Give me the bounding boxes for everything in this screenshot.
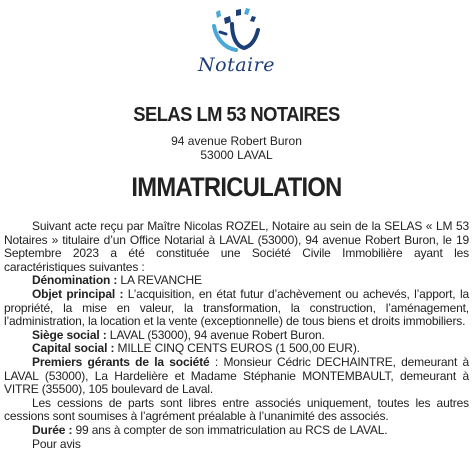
field-gerants: [4, 356, 469, 397]
notice-heading: IMMATRICULATION: [131, 172, 342, 202]
field-value: 99 ans à compter de son immatriculation au RCS de LAVAL.: [72, 422, 388, 437]
field-capital: [4, 342, 469, 356]
field-value: : Monsieur Cédric DECHAINTRE, demeurant à LAVAL (53000), La Hardelière et Madame Stéphanie MONTEMBAULT, demeurant à VITRE (35500), 105 boulevard de Laval.: [4, 354, 470, 397]
field-objet: [4, 288, 469, 329]
notaire-emblem-icon: [206, 6, 266, 56]
field-value: L’acquisition, en état futur d’achèvement ou achevés, l’apport, la propriété, la mise en valeur, la transformation, la construction, l’aménagement, l’administration, la location et la vente (exceptionnelle) de tous biens et droits immobiliers.: [4, 286, 469, 329]
notaire-logo: [0, 0, 473, 92]
field-label: Capital social :: [32, 341, 115, 356]
field-denomination: [4, 274, 469, 288]
company-name: SELAS LM 53 NOTAIRES: [133, 104, 340, 126]
field-label: Siège social :: [32, 327, 107, 342]
field-label: Durée :: [32, 422, 73, 437]
field-value: LA REVANCHE: [117, 273, 202, 288]
field-label: Premiers gérants de la société: [32, 354, 210, 369]
intro-paragraph: Suivant acte reçu par Maître Nicolas ROZEL, Notaire au sein de la SELAS « LM 53 Notaires » titulaire d’un Office Notarial à LAVAL (53000), 94 avenue Robert Buron, le 19 Septembre 2023 a été constituée une Société Civile Immobilière ayant les caractéristiques suivantes :: [4, 219, 469, 274]
logo-wordmark: Notaire: [198, 54, 275, 76]
field-value: MILLE CINQ CENTS EUROS (1 500,00 EUR).: [114, 341, 360, 356]
field-value: LAVAL (53000), 94 avenue Robert Buron.: [106, 327, 325, 342]
field-label: Objet principal :: [32, 286, 124, 301]
address-line-1: 94 avenue Robert Buron: [171, 134, 302, 148]
cessions-paragraph: Les cessions de parts sont libres entre associés uniquement, toutes les autres cessions sont soumises à l’agrément préalable à l’unanimité des associés.: [4, 395, 469, 424]
field-siege: [4, 329, 469, 343]
closing-line: Pour avis: [32, 436, 81, 451]
notice-body: [4, 220, 469, 451]
field-label: Dénomination :: [32, 273, 118, 288]
address-line-2: 53000 LAVAL: [200, 148, 273, 162]
field-duree: [4, 424, 469, 438]
